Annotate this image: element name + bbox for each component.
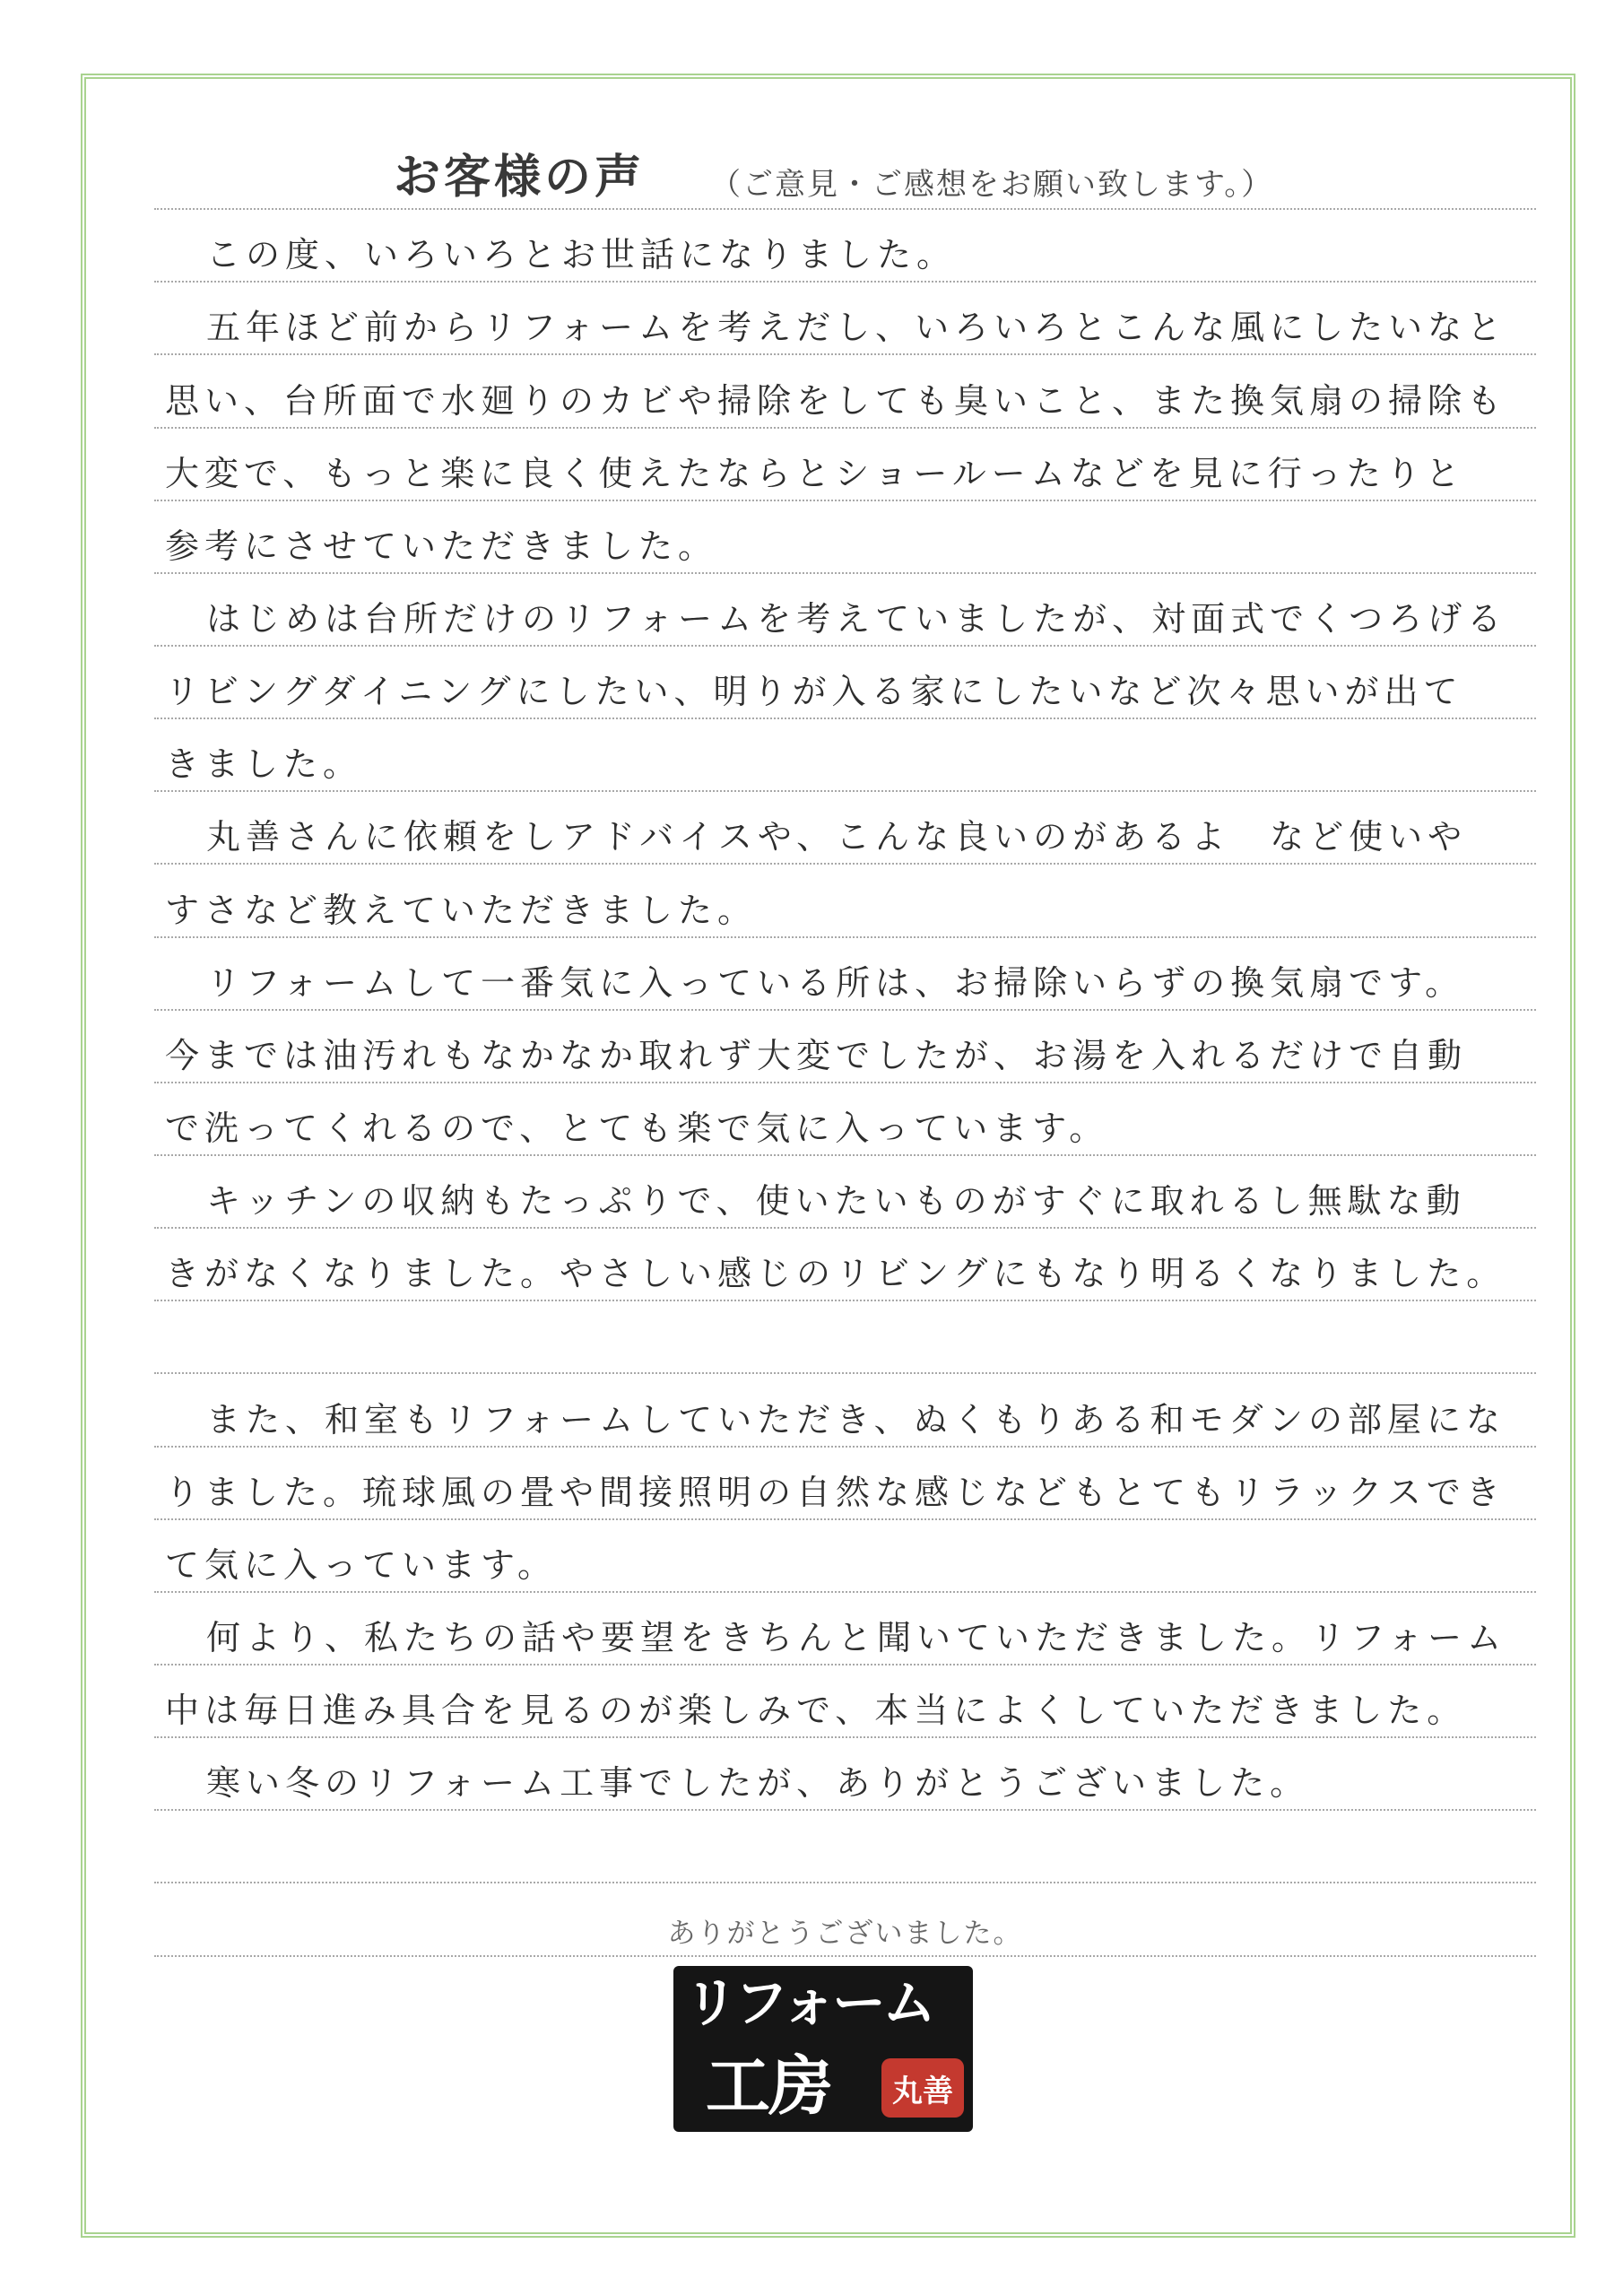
letter-line: [154, 1593, 1536, 1665]
page-title: お客様の声: [394, 151, 646, 205]
letter-line: [154, 1011, 1536, 1083]
thanks-text: ありがとうございました。: [667, 1917, 1023, 1950]
thanks-line: [154, 1883, 1536, 1956]
letter-line: [154, 501, 1536, 574]
letter-line: [154, 283, 1536, 355]
letter-line-text: リビングダイニングにしたい、明りが入る家にしたいなど次々思いが出て: [165, 672, 1463, 712]
letter-line-text: 参考にさせていただきました。: [165, 526, 718, 566]
page-subtitle: （ご意見・ご感想をお願い致します。）: [710, 167, 1274, 204]
letter-line-text: て気に入っています。: [165, 1544, 557, 1585]
letter-line: [154, 792, 1536, 865]
header-row: [154, 137, 1536, 210]
letter-line-text: すさなど教えていただきました。: [165, 890, 758, 930]
letter-line-text: 思い、台所面で水廻りのカビや掃除をしても臭いこと、また換気扇の掃除も: [165, 380, 1507, 421]
letter-line-text: で洗ってくれるので、とても楽で気に入っています。: [165, 1108, 1109, 1148]
letter-line: [154, 1520, 1536, 1593]
letter-line-text: この度、いろいろとお世話になりました。: [206, 235, 957, 275]
letter-line: [154, 719, 1536, 792]
letter-line-text: 今までは油汚れもなかなか取れず大変でしたが、お湯を入れるだけで自動: [165, 1035, 1468, 1075]
logo-seal-text: 丸善: [892, 2073, 953, 2109]
letter-line-text: 何より、私たちの話や要望をきちんと聞いていただきました。リフォーム: [206, 1617, 1507, 1657]
letter-line-text: はじめは台所だけのリフォームを考えていましたが、対面式でくつろげる: [206, 598, 1507, 639]
letter-line: [154, 647, 1536, 719]
letter-line-text: きがなくなりました。やさしい感じのリビングにもなり明るくなりました。: [165, 1254, 1506, 1294]
logo-seal: [881, 2058, 964, 2118]
letter-line: [154, 1083, 1536, 1156]
letter-line-text: キッチンの収納もたっぷりで、使いたいものがすぐに取れるし無駄な動: [206, 1181, 1466, 1222]
letter-line: [154, 355, 1536, 428]
letter-line-text: 丸善さんに依頼をしアドバイスや、こんな良いのがあるよ など使いや: [206, 817, 1468, 857]
letter-line: [154, 429, 1536, 501]
feedback-sheet: [154, 137, 1536, 1957]
letter-line-text: リフォームして一番気に入っている所は、お掃除いらずの換気扇です。: [206, 962, 1465, 1003]
letter-line-text: きました。: [165, 744, 363, 785]
letter-line-text: 大変で、もっと楽に良く使えたならとショールームなどを見に行ったりと: [165, 453, 1465, 493]
letter-line: [154, 1738, 1536, 1811]
letter-line-text: 寒い冬のリフォーム工事でしたが、ありがとうございました。: [206, 1763, 1310, 1804]
letter-line: [154, 938, 1536, 1011]
letter-line: [154, 1229, 1536, 1301]
company-logo: [673, 1966, 973, 2132]
letter-line: [154, 1448, 1536, 1520]
logo-sub-text: 工房: [706, 2048, 832, 2124]
letter-line: [154, 1665, 1536, 1738]
letter-line: [154, 865, 1536, 937]
blank-line: [154, 1301, 1536, 1374]
logo-main-text: リフォーム: [684, 1972, 933, 2035]
letter-line-text: 中は毎日進み具合を見るのが楽しみで、本当によくしていただきました。: [165, 1691, 1467, 1731]
letter-line-text: りました。琉球風の畳や間接照明の自然な感じなどもとてもリラックスでき: [165, 1472, 1506, 1512]
blank-line: [154, 1811, 1536, 1883]
letter-line: [154, 210, 1536, 283]
letter-line: [154, 1374, 1536, 1447]
letter-line: [154, 1156, 1536, 1229]
letter-line: [154, 574, 1536, 647]
letter-line-text: また、和室もリフォームしていただき、ぬくもりある和モダンの部屋にな: [206, 1399, 1506, 1439]
letter-line-text: 五年ほど前からリフォームを考えだし、いろいろとこんな風にしたいなと: [206, 308, 1507, 348]
